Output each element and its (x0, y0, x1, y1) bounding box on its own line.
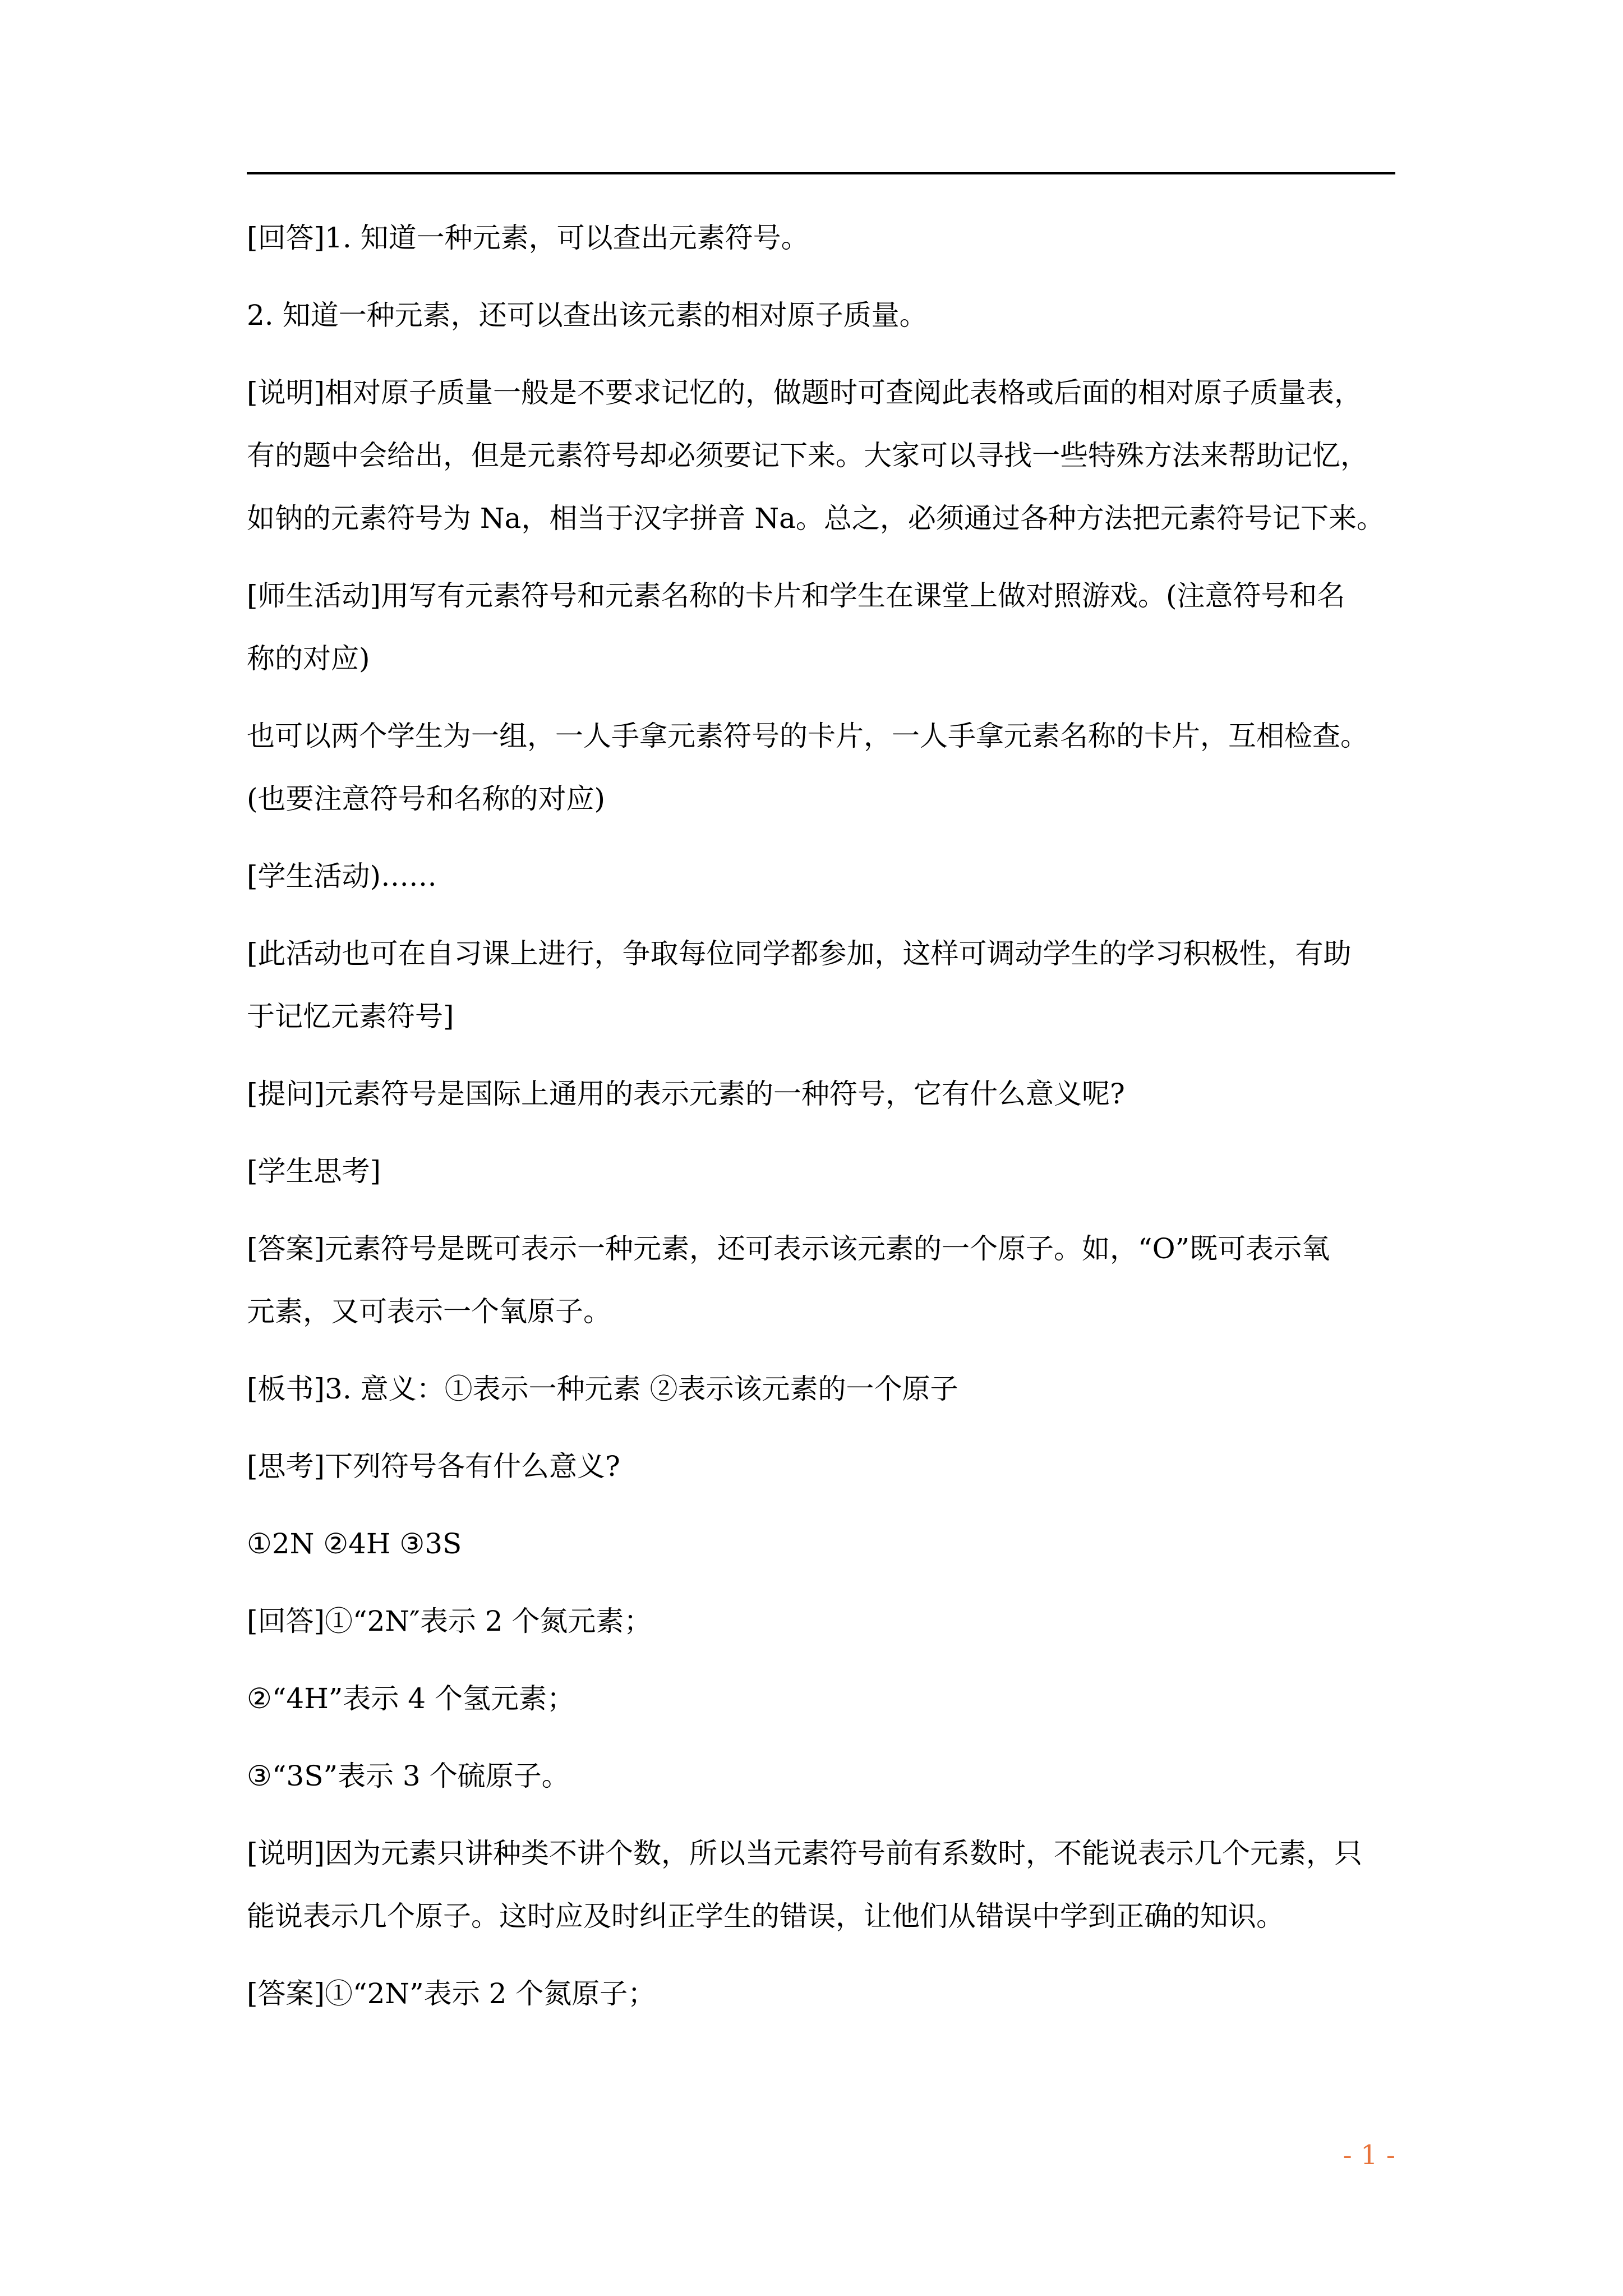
text-line: [回答]1. 知道一种元素，可以查出元素符号。 (247, 222, 809, 254)
text-line: [答案]元素符号是既可表示一种元素，还可表示该元素的一个原子。如，“O”既可表示氧 (247, 1232, 1330, 1265)
text-line: [板书]3. 意义：①表示一种元素 ②表示该元素的一个原子 (247, 1373, 958, 1405)
text-line: 于记忆元素符号] (247, 1000, 454, 1033)
paragraph (247, 206, 1396, 269)
document-body (247, 206, 1396, 2025)
text-line: [师生活动]用写有元素符号和元素名称的卡片和学生在课堂上做对照游戏。(注意符号和名 (247, 579, 1345, 612)
text-line: ②“4H”表示 4 个氢元素； (247, 1682, 575, 1715)
paragraph (247, 1962, 1396, 2025)
text-line: [回答]①“2N″表示 2 个氮元素； (247, 1605, 652, 1637)
text-line: [此活动也可在自习课上进行，争取每位同学都参加，这样可调动学生的学习积极性，有助 (247, 937, 1352, 970)
paragraph (247, 1745, 1396, 1807)
text-line: [学生活动)…… (247, 860, 437, 892)
paragraph (247, 1435, 1396, 1498)
paragraph (247, 284, 1396, 347)
text-line: [答案]①“2N”表示 2 个氮原子； (247, 1977, 656, 2010)
paragraph (247, 1140, 1396, 1203)
text-line: 能说表示几个原子。这时应及时纠正学生的错误，让他们从错误中学到正确的知识。 (247, 1900, 1284, 1932)
text-line: ①2N ②4H ③3S (247, 1527, 462, 1560)
text-line: 称的对应) (247, 642, 370, 675)
text-line: [提问]元素符号是国际上通用的表示元素的一种符号，它有什么意义呢? (247, 1078, 1125, 1110)
paragraph (247, 1667, 1396, 1730)
text-line: (也要注意符号和名称的对应) (247, 783, 606, 815)
paragraph (247, 705, 1396, 830)
text-line: 2. 知道一种元素，还可以查出该元素的相对原子质量。 (247, 299, 928, 332)
text-line: [思考]下列符号各有什么意义? (247, 1450, 620, 1483)
paragraph (247, 1590, 1396, 1653)
paragraph (247, 845, 1396, 908)
text-line: [说明]相对原子质量一般是不要求记忆的，做题时可查阅此表格或后面的相对原子质量表， (247, 376, 1363, 409)
page-number: - 1 - (1343, 2139, 1395, 2171)
paragraph (247, 564, 1396, 690)
paragraph (247, 1358, 1396, 1420)
text-line: 也可以两个学生为一组，一人手拿元素符号的卡片，一人手拿元素名称的卡片，互相检查。 (247, 720, 1368, 752)
paragraph (247, 1062, 1396, 1125)
text-line: 如钠的元素符号为 Na，相当于汉字拼音 Na。总之，必须通过各种方法把元素符号记下来。 (247, 502, 1385, 535)
text-line: [学生思考] (247, 1155, 381, 1188)
paragraph (247, 922, 1396, 1048)
paragraph (247, 1822, 1396, 1948)
text-line: [说明]因为元素只讲种类不讲个数，所以当元素符号前有系数时，不能说表示几个元素，只 (247, 1837, 1363, 1870)
paragraph (247, 361, 1396, 550)
header-rule (247, 172, 1395, 174)
text-line: ③“3S”表示 3 个硫原子。 (247, 1760, 570, 1792)
paragraph (247, 1217, 1396, 1343)
text-line: 有的题中会给出，但是元素符号却必须要记下来。大家可以寻找一些特殊方法来帮助记忆， (247, 439, 1368, 472)
text-line: 元素，又可表示一个氧原子。 (247, 1295, 611, 1328)
paragraph (247, 1512, 1396, 1575)
